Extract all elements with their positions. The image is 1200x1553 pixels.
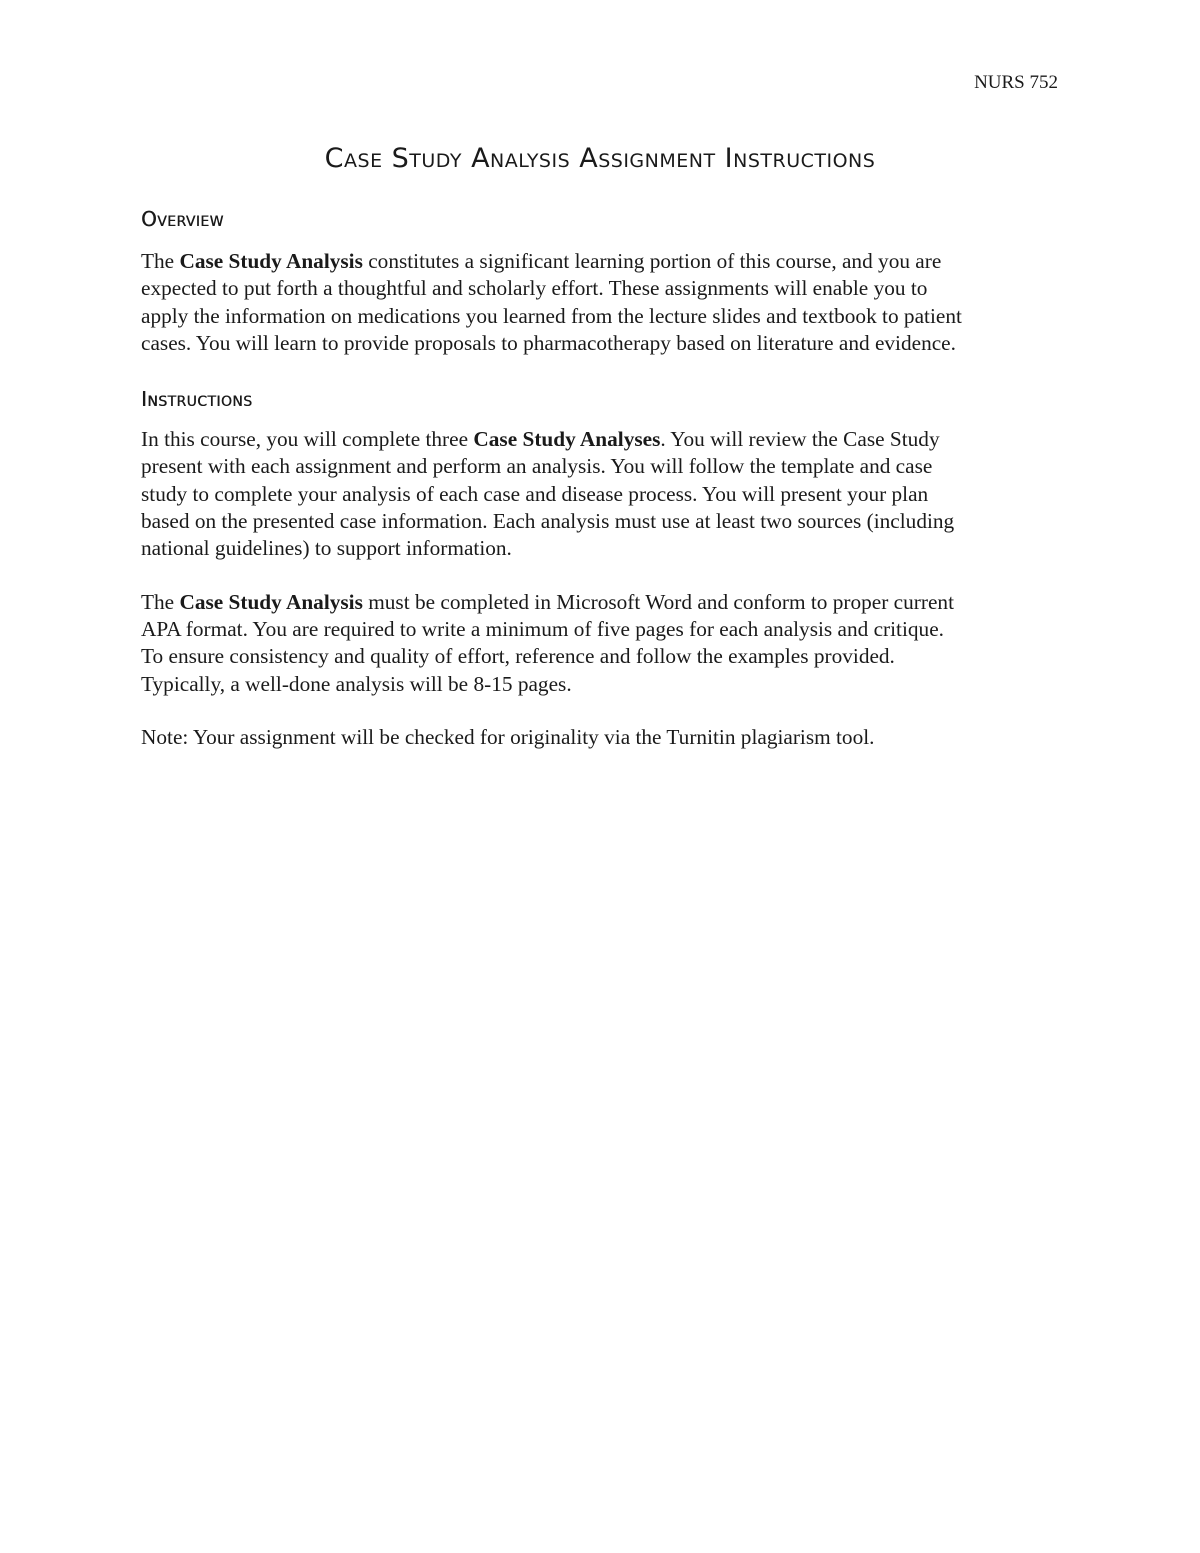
document-title: Case Study Analysis Assignment Instructions — [324, 143, 876, 174]
page-header-course-code: NURS 752 — [974, 72, 1058, 93]
bold-term: Case Study Analysis — [179, 249, 363, 273]
overview-heading: Overview — [141, 207, 224, 231]
text-line: expected to put forth a thoughtful and scholarly effort. These assignments will enable you to — [141, 276, 928, 301]
instructions-heading: Instructions — [141, 387, 253, 412]
text-line: The Case Study Analysis constitutes a significant learning portion of this course, and you are — [141, 249, 942, 273]
text-line: To ensure consistency and quality of effort, reference and follow the examples provided. — [141, 644, 895, 669]
text-line: APA format. You are required to write a minimum of five pages for each analysis and critique. — [141, 616, 944, 641]
text-line: present with each assignment and perform an analysis. You will follow the template and case — [141, 454, 933, 479]
instructions-paragraph-1 — [141, 426, 1071, 562]
text-line: In this course, you will complete three Case Study Analyses. You will review the Case Study — [141, 427, 940, 452]
note-paragraph — [141, 724, 1071, 751]
instructions-paragraph-2 — [141, 589, 1071, 698]
bold-term: Case Study Analyses — [473, 427, 661, 452]
text-line: national guidelines) to support information. — [141, 536, 512, 561]
document-body — [141, 206, 1071, 751]
text-line: Typically, a well-done analysis will be 8-15 pages. — [141, 671, 572, 696]
text-line: cases. You will learn to provide proposals to pharmacotherapy based on literature and evidence. — [141, 330, 956, 355]
overview-paragraph — [141, 248, 1071, 357]
text-line: study to complete your analysis of each case and disease process. You will present your plan — [141, 481, 929, 506]
text-line: Note: Your assignment will be checked for originality via the Turnitin plagiarism tool. — [141, 724, 875, 749]
bold-term: Case Study Analysis — [179, 589, 363, 614]
text-line: apply the information on medications you learned from the lecture slides and textbook to patient — [141, 303, 962, 328]
text-line: based on the presented case information. Each analysis must use at least two sources (including — [141, 509, 955, 534]
text-line: The Case Study Analysis must be completed in Microsoft Word and conform to proper current — [141, 589, 954, 614]
